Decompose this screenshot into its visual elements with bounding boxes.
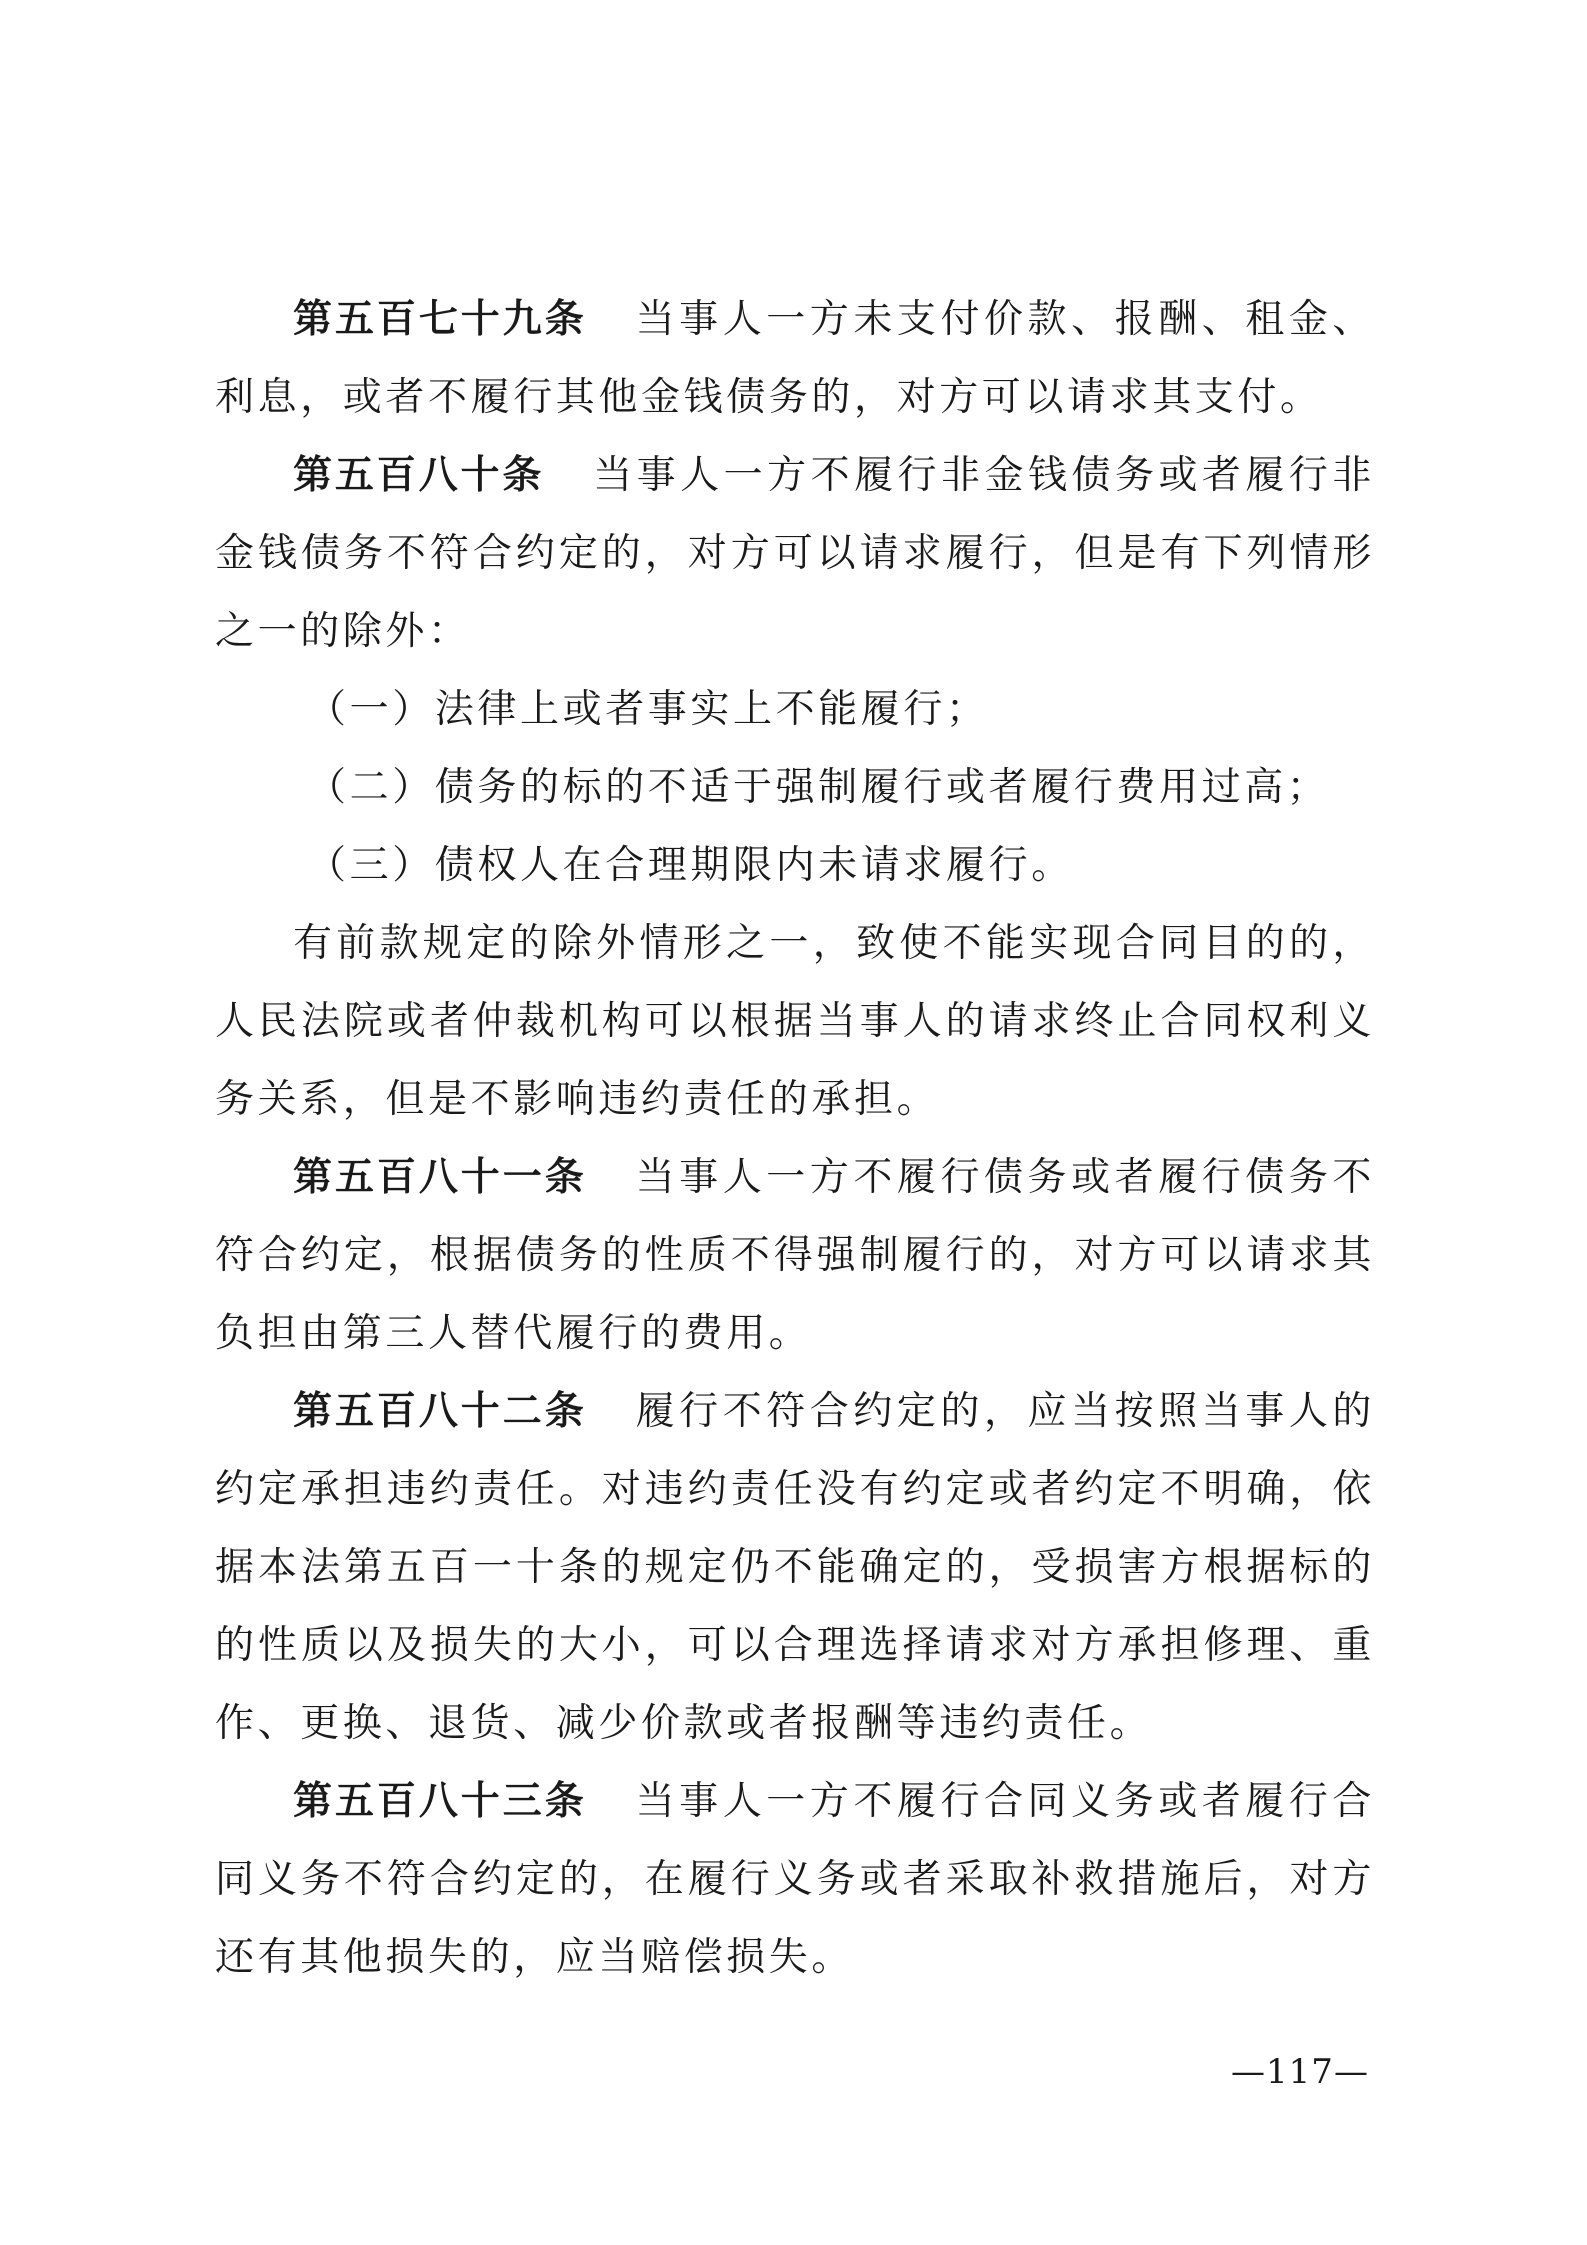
article-580 [215, 437, 1375, 671]
list-item: （一）法律上或者事实上不能履行； [307, 687, 989, 732]
article-579 [215, 281, 1375, 437]
article-text: 履行不符合约定的，应当按照当事人的约定承担违约责任。对违约责任没有约定或者约定不明确，依据本法第五百一十条的规定仍不能确定的，受损害方根据标的的性质以及损失的大小，可以合理选择请求对方承担修理、重作、更换、退货、减少价款或者报酬等违约责任。 [215, 1389, 1375, 1746]
article-582 [215, 1373, 1375, 1763]
article-title: 第五百八十二条 [293, 1389, 587, 1434]
article-title: 第五百七十九条 [293, 297, 587, 342]
article-title: 第五百八十三条 [293, 1779, 587, 1824]
list-item: （三）债权人在合理期限内未请求履行。 [307, 843, 1074, 888]
page-number: —117— [1231, 2052, 1369, 2092]
article-title: 第五百八十条 [293, 453, 545, 498]
article-581 [215, 1139, 1375, 1373]
list-item: （二）债务的标的不适于强制履行或者履行费用过高； [307, 765, 1330, 810]
article-583 [215, 1763, 1375, 1997]
article-title: 第五百八十一条 [293, 1155, 587, 1200]
article-text: 当事人一方不履行合同义务或者履行合同义务不符合约定的，在履行义务或者采取补救措施后，对方还有其他损失的，应当赔偿损失。 [215, 1779, 1375, 1980]
article-text: 当事人一方不履行债务或者履行债务不符合约定，根据债务的性质不得强制履行的，对方可以请求其负担由第三人替代履行的费用。 [215, 1155, 1375, 1356]
article-text: 当事人一方不履行非金钱债务或者履行非金钱债务不符合约定的，对方可以请求履行，但是有下列情形之一的除外： [215, 453, 1375, 654]
document-body [215, 281, 1375, 1997]
article-580-paragraph-2: 有前款规定的除外情形之一，致使不能实现合同目的的，人民法院或者仲裁机构可以根据当事人的请求终止合同权利义务关系，但是不影响违约责任的承担。 [215, 921, 1375, 1122]
article-text: 当事人一方未支付价款、报酬、租金、利息，或者不履行其他金钱债务的，对方可以请求其支付。 [215, 297, 1375, 420]
